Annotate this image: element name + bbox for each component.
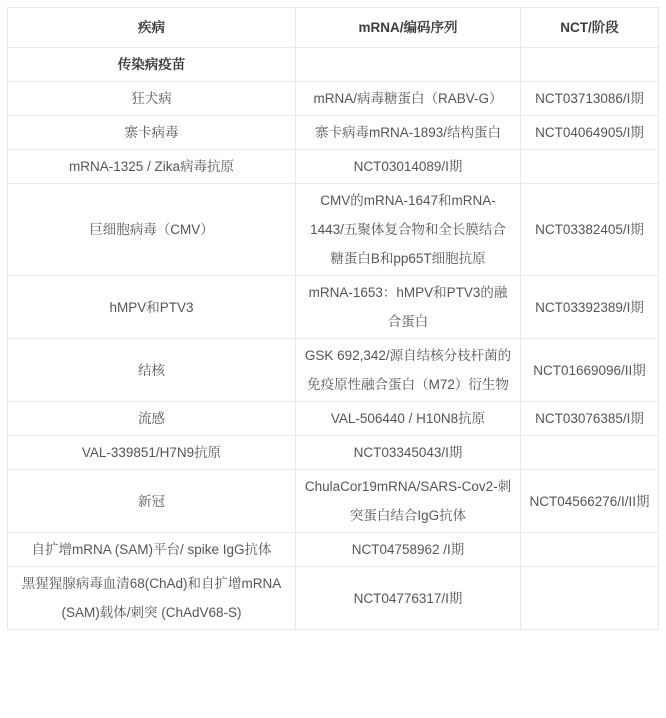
nct-phase-cell: NCT03382405/I期 [521, 184, 659, 276]
nct-phase-cell: NCT04566276/I/II期 [521, 470, 659, 533]
disease-cell: 自扩增mRNA (SAM)平台/ spike IgG抗体 [8, 533, 296, 567]
header-row [8, 8, 659, 48]
mrna-sequence-cell: NCT03014089/I期 [296, 150, 521, 184]
mrna-sequence-cell: VAL-506440 / H10N8抗原 [296, 402, 521, 436]
mrna-sequence-cell: NCT03345043/I期 [296, 436, 521, 470]
table-row [8, 116, 659, 150]
mrna-sequence-cell: CMV的mRNA-1647和mRNA-1443/五聚体复合物和全长膜结合糖蛋白B和pp65T细胞抗原 [296, 184, 521, 276]
table-row [8, 82, 659, 116]
nct-phase-cell [521, 150, 659, 184]
table-row [8, 150, 659, 184]
mrna-sequence-cell [296, 48, 521, 82]
disease-cell: 狂犬病 [8, 82, 296, 116]
mrna-sequence-cell: ChulaCor19mRNA/SARS-Cov2-刺突蛋白结合IgG抗体 [296, 470, 521, 533]
table-row [8, 533, 659, 567]
disease-cell: VAL-339851/H7N9抗原 [8, 436, 296, 470]
mrna-sequence-cell: NCT04758962 /I期 [296, 533, 521, 567]
nct-phase-cell: NCT03713086/I期 [521, 82, 659, 116]
disease-cell: 寨卡病毒 [8, 116, 296, 150]
mrna-sequence-cell: GSK 692,342/源自结核分枝杆菌的免疫原性融合蛋白（M72）衍生物 [296, 339, 521, 402]
disease-cell: 新冠 [8, 470, 296, 533]
table-row [8, 184, 659, 276]
disease-cell: hMPV和PTV3 [8, 276, 296, 339]
nct-phase-cell: NCT03076385/I期 [521, 402, 659, 436]
disease-cell: 流感 [8, 402, 296, 436]
section-header-row [8, 48, 659, 82]
column-header-mrna-sequence: mRNA/编码序列 [296, 8, 521, 48]
nct-phase-cell [521, 567, 659, 630]
disease-cell: 巨细胞病毒（CMV） [8, 184, 296, 276]
table-row [8, 339, 659, 402]
nct-phase-cell [521, 436, 659, 470]
table-row [8, 402, 659, 436]
mrna-vaccine-table [7, 7, 659, 630]
mrna-sequence-cell: mRNA-1653：hMPV和PTV3的融合蛋白 [296, 276, 521, 339]
mrna-sequence-cell: NCT04776317/I期 [296, 567, 521, 630]
table-row [8, 276, 659, 339]
table-row [8, 470, 659, 533]
mrna-sequence-cell: 寨卡病毒mRNA-1893/结构蛋白 [296, 116, 521, 150]
nct-phase-cell: NCT03392389/I期 [521, 276, 659, 339]
disease-cell: mRNA-1325 / Zika病毒抗原 [8, 150, 296, 184]
mrna-sequence-cell: mRNA/病毒糖蛋白（RABV-G） [296, 82, 521, 116]
nct-phase-cell [521, 533, 659, 567]
table-row [8, 567, 659, 630]
disease-cell: 结核 [8, 339, 296, 402]
table-row [8, 436, 659, 470]
nct-phase-cell: NCT01669096/II期 [521, 339, 659, 402]
column-header-nct-phase: NCT/阶段 [521, 8, 659, 48]
disease-cell: 传染病疫苗 [8, 48, 296, 82]
nct-phase-cell [521, 48, 659, 82]
nct-phase-cell: NCT04064905/I期 [521, 116, 659, 150]
disease-cell: 黑猩猩腺病毒血清68(ChAd)和自扩增mRNA (SAM)载体/刺突 (ChAdV68-S) [8, 567, 296, 630]
column-header-disease: 疾病 [8, 8, 296, 48]
